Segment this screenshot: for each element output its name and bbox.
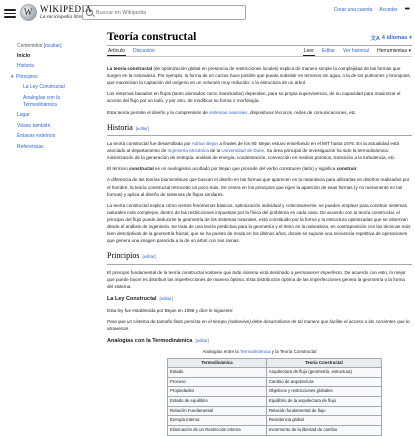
page-title: Teoría constructal [107,31,197,43]
main-content [107,28,412,436]
search-box[interactable] [82,5,246,20]
table-cell: Propiedades [168,387,267,397]
table-cell: Cambio de arquitectura [266,377,381,387]
table-row [168,377,382,387]
table-cell: Proceso [168,377,267,387]
chevron-down-icon: ▾ [409,35,412,41]
logo-tagline: La enciclopedia libre [40,15,83,20]
toc-item-referencias[interactable]: Referencias [17,143,44,150]
historia-paragraph-1: La teoría constructal fue desarrollada por Adrian Bejan a finales de los 90. Bejan estuvo enseñando en el MIT hasta 1976. En la actualidad está asociado al departamento de Ingeniería Mecánica de la Universidad de Duke. Su área principal de investigación ha sido la termodinámica: minimización de la generación de entropía, análisis de energía, condensación, convección en medios porosos, transición a la turbulencia, etc. [107,141,400,161]
ley-paragraph-2: Para que un sistema de tamaño finito persista en el tiempo (sobrevive),debe desarrollarse de tal manera que facilite el acceso a las corrientes que lo atraviesan. [107,318,410,331]
table-cell: Estado de equilibrio [168,397,267,407]
toc-title: Contenidos [ocultar] [17,43,62,49]
intro-paragraph-3: Esta teoría permite el diseño y la comprensión de sistemas naturales, dispositivos técnicos, redes de comunicaciones, etc. [107,109,357,115]
toc-toggle[interactable]: [ocultar] [43,43,62,49]
table-header: Teoría Constructal [266,358,381,368]
historia-paragraph-4: La teoría constructal explica cómo ciertos fenómenos básicos, optimización individual y colectivamente, se pueden emplear para construir sistemas naturales más complejos, dentro de las restricciones impuestas por la física del problema en cada caso. De acuerdo con la teoría constructal, el principio del flujo puede deducirse la geometría de los sistemas naturales, está constituido por la forma y la estructura optimizadas que se observan desde el análisis de ingeniería. Se trata de una teoría predictiva para la geometría y el ritmo en la naturaleza, en contraposición con las técnicas más bien descriptivas de la geometría fractal, que se ha puesto de moda en los últimos años, donde se supone una secuencia repetitiva de operaciones que genera una imagen parecida a la de un árbol con sus ramas. [107,202,411,244]
edit-principios-link[interactable]: editar [143,254,155,260]
article-body [107,65,412,436]
link-termodinamica[interactable]: Termodinámica [239,348,271,354]
link-universidad-duke[interactable]: Universidad de Duke [221,148,265,154]
language-button[interactable]: 文A 4 idiomas ▾ [370,35,412,42]
wikipedia-globe-icon [20,4,37,21]
search-input[interactable] [96,10,236,16]
table-header: Termodinámica [168,358,267,368]
header [0,0,415,28]
tab-discusion[interactable]: Discusión [132,48,155,54]
historia-paragraph-2: El término constructal es un neologismo acuñado por Bejan que procede del verbo construere (latín) y significa construir. [107,166,358,172]
table-cell: Energía interna [168,416,267,426]
link-ingenieria-mecanica[interactable]: Ingeniería Mecánica [167,148,209,154]
table-row [168,387,382,397]
section-heading-principios: Principios [editar] [107,250,412,264]
toc-item-vease-tambien[interactable]: Véase también [17,122,51,129]
table-row [168,426,382,436]
table-cell: Arquitectura de flujo (geometría, estructura) [266,368,381,378]
tab-articulo[interactable]: Artículo [107,46,126,56]
principios-paragraph-1: El principio fundamental de la teoría constructal sostiene que todo sistema está destinado a permanecer imperfecto. De acuerdo con esto, lo mejor que puede hacer es distribuir las imperfecciones de manera óptima. Esta distribución óptima de las imperfecciones genera la geometría o la forma del sistema. [107,269,406,290]
table-cell: Eliminación de un Restricción interna [168,426,267,436]
toc-item-ley-constructal[interactable]: La Ley Constructal [23,84,65,90]
ley-paragraph-1: Esta ley fue establecida por Bejan en 1996 y dice lo siguiente: [107,307,234,313]
link-sistemas-naturales[interactable]: sistemas naturales [209,109,248,115]
toc-item-lugar[interactable]: Lugar [17,112,30,118]
historia-paragraph-3: A diferencia de las teorías biomiméticas que buscan el diseño en las formas que aparecen en la naturaleza para utilizarlas en diseños realizados por el hombre, la teoría constructal retrocede un poco más. Se centra en los principios que rigen la aparición de esas formas (y no meramente en las formas) y aplica al diseño de sistemas de flujos similares. [107,177,410,197]
table-row [168,406,382,416]
login-link[interactable]: Acceder [379,6,398,13]
edit-analogias-link[interactable]: editar [196,338,208,344]
table-cell: Relación fundamental de flujo [266,406,381,416]
table-row [168,416,382,426]
table-row [168,368,382,378]
table-row [168,397,382,407]
table-cell: Objetivos y restricciones globales [266,387,381,397]
more-options-icon[interactable]: ••• [404,6,409,13]
chevron-down-icon: ▾ [408,48,411,54]
toc-item-principios[interactable]: Principios [16,73,38,80]
toc-item-inicio[interactable]: Inicio [17,52,31,59]
analogies-table [167,358,382,436]
logo-wordmark: WIKIPEDIA [40,4,92,14]
toc-item-enlaces-externos[interactable]: Enlaces externos [17,133,56,139]
tools-menu[interactable]: Herramientas ▾ [377,48,411,54]
search-icon [86,9,93,16]
table-cell: Estado [168,368,267,378]
table-cell: Incremento de la libertad de cambio [266,426,381,436]
section-heading-analogias: Analogías con la Termodinámica [editar] [107,338,209,345]
translate-icon: 文A [370,36,380,42]
section-heading-ley-constructal: La Ley Constructal [editar] [107,296,173,303]
edit-historia-link[interactable]: editar [136,125,148,131]
create-account-link[interactable]: Crear una cuenta [333,6,373,13]
collapse-icon[interactable]: ▾ [11,73,14,80]
table-of-contents [0,40,95,151]
table-cell: Relación Fundamental [168,406,267,416]
toc-item-analogias[interactable]: Analogías con la Termodinámica [23,94,60,108]
intro-paragraph-2: Los sistemas basados en flujos (tanto animados como inanimados) dependen, para su propia supervivencia, de su capacidad para maximizar el acceso del flujo por un lado, y por otro, de modificar su forma o morfología. [107,91,401,104]
table-caption: Analogías entre la Termodinámica y la Teoría Constructal [202,348,317,354]
section-heading-historia: Historia [editar] [107,122,412,136]
tab-ver-historial[interactable]: Ver historial [342,48,370,54]
link-adrian-bejan[interactable]: Adrian Bejan [191,141,219,147]
intro-paragraph-1: La teoría constructal (de optimización global en presencia de restricciones locales) explica de manera simple la complejidad de las formas que surgen en la naturaleza. Por ejemplo, la forma de un cactus hace posible que pueda subsistir en terrenos sin agua, o la de los pulmones y bronquios, que maximizan la captación del oxígeno en un volumen muy reducido; o la estructura de un árbol. [107,66,411,86]
edit-ley-link[interactable]: editar [160,296,172,302]
table-cell: Resistencia global [266,416,381,426]
table-cell: Equilibrio de la arquitectura de flujo [266,397,381,407]
tab-leer[interactable]: Leer [303,46,315,56]
tab-editar[interactable]: Editar [321,48,335,54]
toc-item-historia[interactable]: Historia [17,63,34,69]
menu-icon[interactable] [4,7,16,19]
